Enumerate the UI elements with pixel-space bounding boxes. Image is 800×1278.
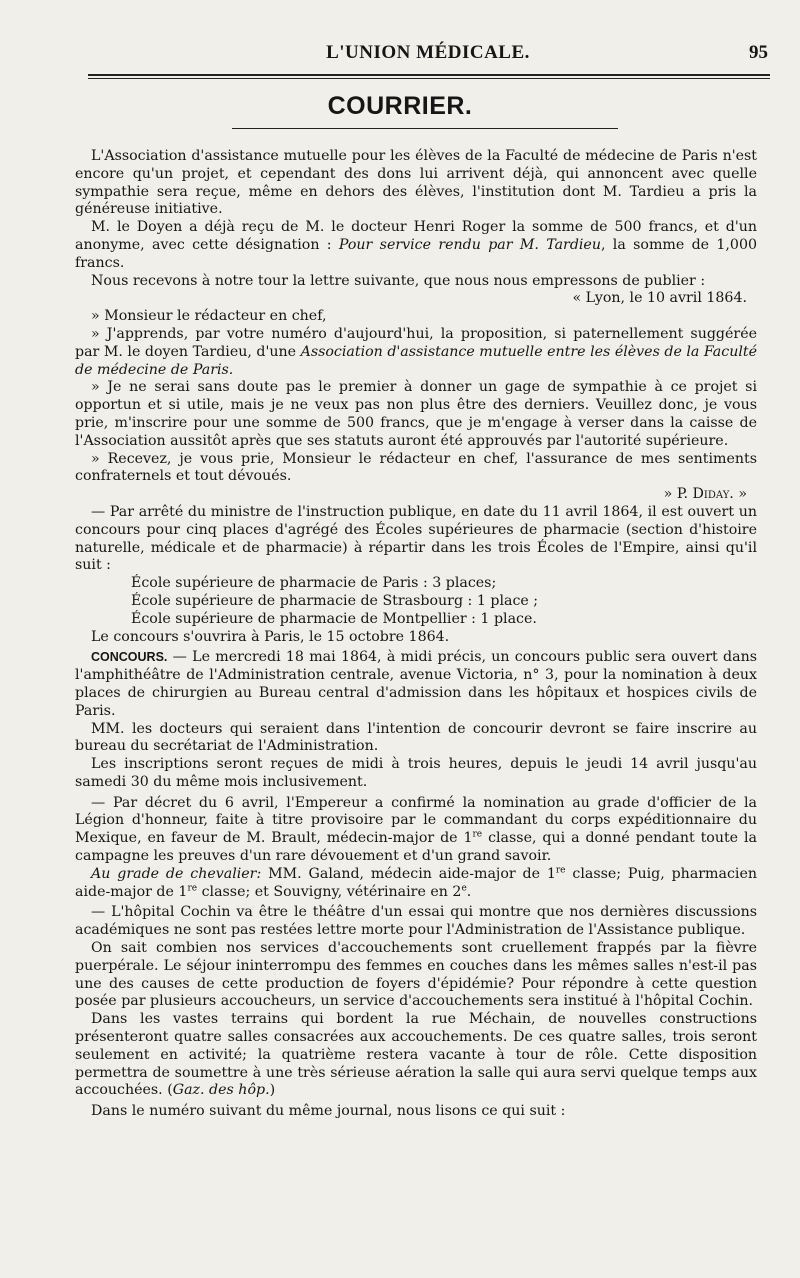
letter-paragraph	[75, 451, 757, 487]
superscript: re	[472, 829, 483, 840]
salutation-text: » Monsieur le rédacteur en chef,	[91, 308, 327, 325]
signature-text: » P. Diday. »	[663, 486, 747, 503]
paragraph	[75, 904, 757, 940]
italic-text: Au grade de chevalier:	[91, 865, 262, 882]
article-body	[75, 148, 757, 1121]
superscript: e	[461, 882, 467, 893]
paragraph	[75, 721, 757, 757]
paragraph	[75, 940, 757, 1011]
paragraph-text: » Recevez, je vous prie, Monsieur le rédacteur en chef, l'assurance de mes sentiments confraternels et tout dévoués.	[75, 450, 757, 485]
paragraph	[75, 866, 757, 902]
section-title: COURRIER.	[327, 92, 473, 120]
paragraph-text: , la somme de 1,000 francs.	[75, 236, 757, 271]
paragraph-text: Nous recevons à notre tour la lettre suivante, que nous nous empressons de publier :	[91, 272, 706, 289]
paragraph-text: L'Association d'assistance mutuelle pour les élèves de la Faculté de médecine de Paris n'est encore qu'un projet, et cependant des dons lui arrivent déjà, qui annoncent avec quelle sympathie sera reçue, même en dehors des élèves, l'institution dont M. Tardieu a pris la généreuse initiative.	[75, 148, 757, 218]
paragraph-text: )	[269, 1082, 276, 1099]
school-list-item	[75, 575, 757, 593]
paragraph-text: Le concours s'ouvrira à Paris, le 15 octobre 1864.	[91, 628, 450, 645]
paragraph-text: » Je ne serai sans doute pas le premier à donner un gage de sympathie à ce projet si opportun et si utile, mais je ne veux pas non plus être des derniers. Veuillez donc, je vous prie, m'inscrire pour une somme de 500 francs, que je m'engage à verser dans la caisse de l'Association aussitôt après que ses statuts auront été approuvés par l'autorité supérieure.	[75, 379, 757, 449]
page-number: 95	[749, 42, 768, 63]
paragraph	[75, 219, 757, 272]
paragraph-text: Dans les vastes terrains qui bordent la rue Méchain, de nouvelles constructions présenteront quatre salles consacrées aux accouchements. De ces quatre salles, trois seront seulement en activité; la quatrième restera vacante à tour de rôle. Cette disposition permettra de soumettre à une très sérieuse aération la salle qui aura servi quelque temps aux accouchées. (	[75, 1011, 757, 1099]
paragraph-text: Dans le numéro suivant du même journal, nous lisons ce qui suit :	[91, 1103, 566, 1120]
paragraph-text: .	[466, 883, 472, 900]
letter-paragraph	[75, 379, 757, 450]
superscript: re	[187, 882, 198, 893]
italic-text: Pour service rendu par M. Tardieu	[338, 236, 601, 253]
paragraph	[75, 795, 757, 866]
paragraph-text: classe, qui a donné pendant toute la campagne les preuves d'un rare dévouement et d'un grand savoir.	[75, 830, 757, 865]
dateline-text: « Lyon, le 10 avril 1864.	[572, 290, 747, 307]
letter-salutation	[75, 308, 757, 326]
letter-dateline	[75, 290, 757, 308]
paragraph-text: M. le Doyen a déjà reçu de M. le docteur Henri Roger la somme de 500 francs, et d'un anonyme, avec cette désignation :	[75, 219, 757, 253]
header-rule-thin	[88, 78, 770, 79]
letter-signature	[75, 486, 757, 504]
paragraph-text: On sait combien nos services d'accouchements sont cruellement frappés par la fièvre puerpérale. Le séjour ininterrompu des femmes en couches dans les mêmes salles n'est-il pas une des causes de cette production de foyers d'épidémie? Pour répondre à cette question posée par plusieurs accoucheurs, un service d'accouchements sera institué à l'hôpital Cochin.	[75, 940, 757, 1010]
paragraph-text: MM. les docteurs qui seraient dans l'intention de concourir devront se faire inscrire au bureau du secrétariat de l'Administration.	[75, 720, 757, 755]
concours-label: CONCOURS.	[91, 650, 168, 665]
paragraph	[75, 1103, 757, 1121]
paragraph-text: — Par arrêté du ministre de l'instruction publique, en date du 11 avril 1864, il est ouvert un concours pour cinq places d'agrégé des Écoles supérieures de pharmacie (section d'histoire naturelle, médicale et de pharmacie) à répartir dans les trois Écoles de l'Empire, ainsi qu'il suit :	[75, 503, 757, 574]
paragraph-text: » J'apprends, par votre numéro d'aujourd'hui, la proposition, si paternellement suggérée par M. le doyen Tardieu, d'une	[75, 325, 757, 360]
italic-text: Gaz. des hôp.	[172, 1082, 270, 1099]
paragraph-text: classe; et Souvigny, vétérinaire en 2	[197, 883, 462, 900]
letter-paragraph	[75, 326, 757, 379]
school-text: École supérieure de pharmacie de Paris : 3 places;	[131, 575, 497, 592]
paragraph	[75, 148, 757, 219]
paragraph	[75, 1011, 757, 1100]
italic-text: Association d'assistance mutuelle entre les élèves de la Faculté de médecine de Paris.	[75, 343, 757, 378]
school-list-item	[75, 611, 757, 629]
page-header	[88, 40, 768, 66]
paragraph	[75, 504, 757, 575]
paragraph	[75, 629, 757, 647]
paragraph-text: Les inscriptions seront reçues de midi à trois heures, depuis le jeudi 14 avril jusqu'au samedi 30 du même mois inclusivement.	[75, 756, 757, 790]
paragraph-text: MM. Galand, médecin aide-major de 1	[261, 865, 556, 882]
paragraph-text: — Le mercredi 18 mai 1864, à midi précis, un concours public sera ouvert dans l'amphithéâtre de l'Administration centrale, avenue Victoria, n° 3, pour la nomination à deux places de chirurgien au Bureau central d'admission dans les hôpitaux et hospices civils de Paris.	[75, 649, 757, 719]
paragraph-text: — Par décret du 6 avril, l'Empereur a confirmé la nomination au grade d'officier de la Légion d'honneur, faite à titre provisoire par le commandant du corps expéditionnaire du Mexique, en faveur de M. Brault, médecin-major de 1	[75, 794, 757, 847]
paragraph-text: classe; Puig, pharmacien aide-major de 1	[75, 865, 757, 900]
school-text: École supérieure de pharmacie de Strasbourg : 1 place ;	[131, 592, 539, 609]
running-title: L'UNION MÉDICALE.	[326, 42, 530, 63]
paragraph-text: — L'hôpital Cochin va être le théâtre d'un essai qui montre que nos dernières discussions académiques ne sont pas restées lettre morte pour l'Administration de l'Assistance publique.	[75, 904, 757, 939]
superscript: re	[555, 865, 566, 876]
header-rule	[88, 74, 770, 76]
paragraph	[75, 756, 757, 792]
school-text: École supérieure de pharmacie de Montpellier : 1 place.	[131, 610, 537, 627]
paragraph	[75, 273, 757, 291]
section-title-rule	[232, 128, 618, 129]
school-list-item	[75, 593, 757, 611]
paragraph	[75, 649, 757, 720]
